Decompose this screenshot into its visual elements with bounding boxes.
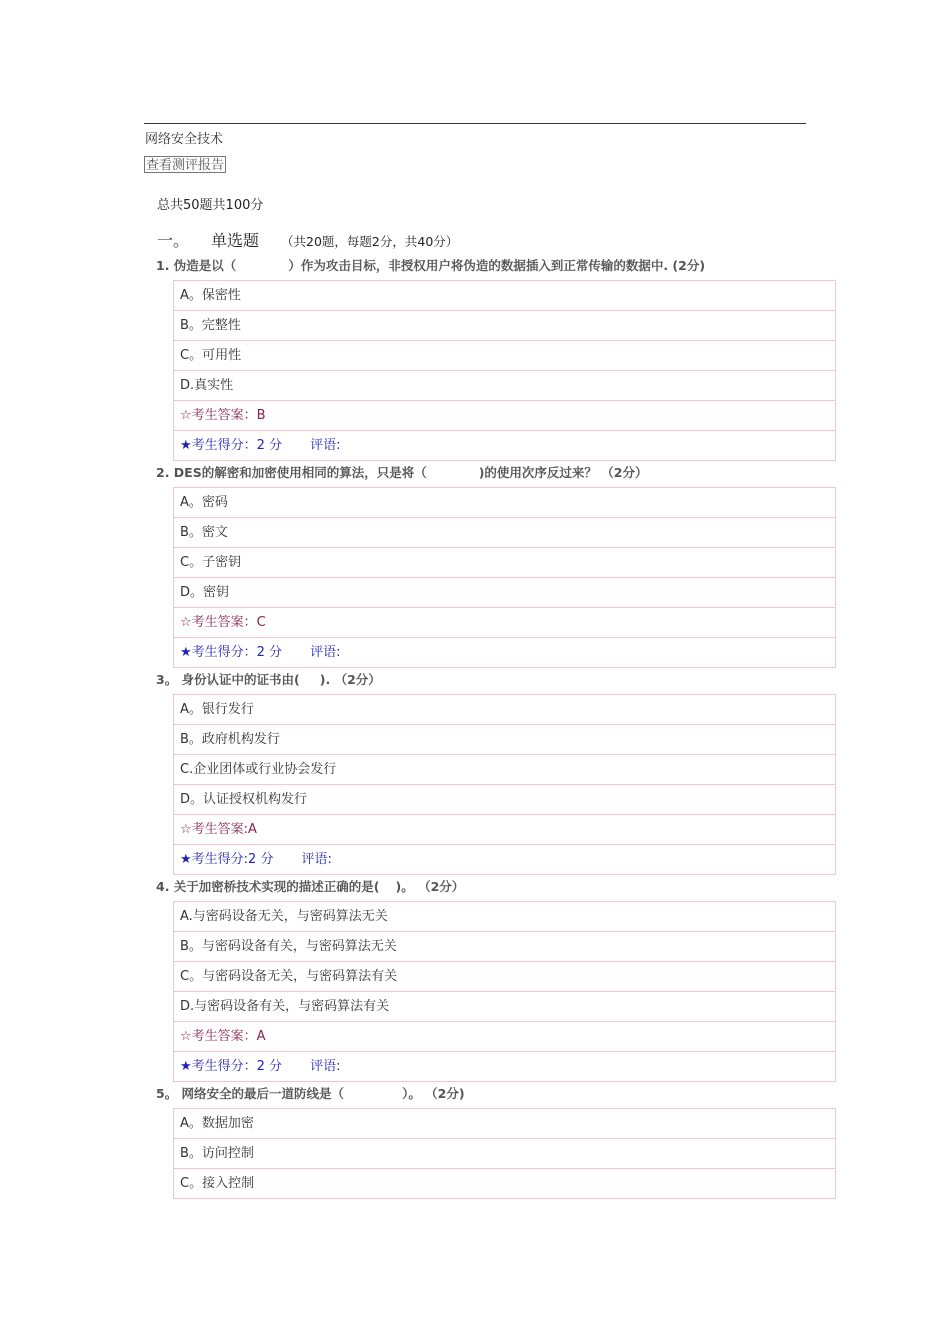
option-d[interactable]: D.真实性 [174,370,835,400]
score-row [174,637,835,667]
section-info: （共20题，每题2分，共40分） [281,234,459,249]
option-a[interactable]: A。银行发行 [180,702,254,717]
option-c[interactable]: C。子密钥 [174,547,835,577]
question-stem: 3。 身份认证中的证书由( ). （2分） [156,672,381,687]
examinee-score: ★考生得分：2 分 [180,438,283,453]
score-row [174,844,835,874]
option-b[interactable]: B。完整性 [174,310,835,340]
examinee-answer: ☆考生答案:A [174,814,835,844]
comment-label: 评语: [310,1059,341,1074]
section-heading [157,228,458,252]
option-a[interactable]: A。保密性 [180,288,241,303]
question-options [173,694,836,875]
option-a[interactable]: A。密码 [180,495,228,510]
question-3 [156,672,836,875]
option-c[interactable]: C。可用性 [174,340,835,370]
question-2 [156,465,836,668]
question-1 [156,258,836,461]
question-stem: 2. DES的解密和加密使用相同的算法，只是将（ )的使用次序反过来？ （2分） [156,465,648,480]
examinee-score: ★考生得分：2 分 [180,1059,283,1074]
examinee-score: ★考生得分:2 分 [180,852,274,867]
question-4 [156,879,836,1082]
comment-label: 评语: [310,645,341,660]
examinee-answer: ☆考生答案：A [174,1021,835,1051]
question-options [173,280,836,461]
question-options [173,1108,836,1199]
exam-summary: 总共50题共100分 [157,198,264,213]
examinee-answer: ☆考生答案：B [174,400,835,430]
question-stem: 1. 伪造是以（ ）作为攻击目标，非授权用户将伪造的数据插入到正常传输的数据中. (2分) [156,258,706,273]
option-c[interactable]: C。接入控制 [174,1168,835,1198]
option-c[interactable]: C.企业团体或行业协会发行 [174,754,835,784]
question-stem: 4. 关于加密桥技术实现的描述正确的是( )。 （2分） [156,879,465,894]
option-b[interactable]: B。密文 [174,517,835,547]
question-options [173,901,836,1082]
course-title: 网络安全技术 [145,132,224,147]
score-row [174,1051,835,1081]
top-divider [144,123,806,124]
question-options [173,487,836,668]
option-b[interactable]: B。与密码设备有关，与密码算法无关 [174,931,835,961]
option-d[interactable]: D。认证授权机构发行 [174,784,835,814]
option-d[interactable]: D。密钥 [174,577,835,607]
option-a[interactable]: A。数据加密 [180,1116,254,1131]
view-report-button[interactable]: 查看测评报告 [146,158,225,173]
option-a[interactable]: A.与密码设备无关，与密码算法无关 [180,909,388,924]
option-b[interactable]: B。政府机构发行 [174,724,835,754]
option-b[interactable]: B。访问控制 [174,1138,835,1168]
question-stem: 5。 网络安全的最后一道防线是（ ）。 （2分) [156,1086,465,1101]
examinee-score: ★考生得分：2 分 [180,645,283,660]
score-row [174,430,835,460]
comment-label: 评语: [301,852,332,867]
examinee-answer: ☆考生答案：C [174,607,835,637]
question-5 [156,1086,836,1199]
option-c[interactable]: C。与密码设备无关，与密码算法有关 [174,961,835,991]
section-number: 一。 [157,231,190,250]
option-d[interactable]: D.与密码设备有关，与密码算法有关 [174,991,835,1021]
section-title: 单选题 [211,231,260,250]
comment-label: 评语: [310,438,341,453]
